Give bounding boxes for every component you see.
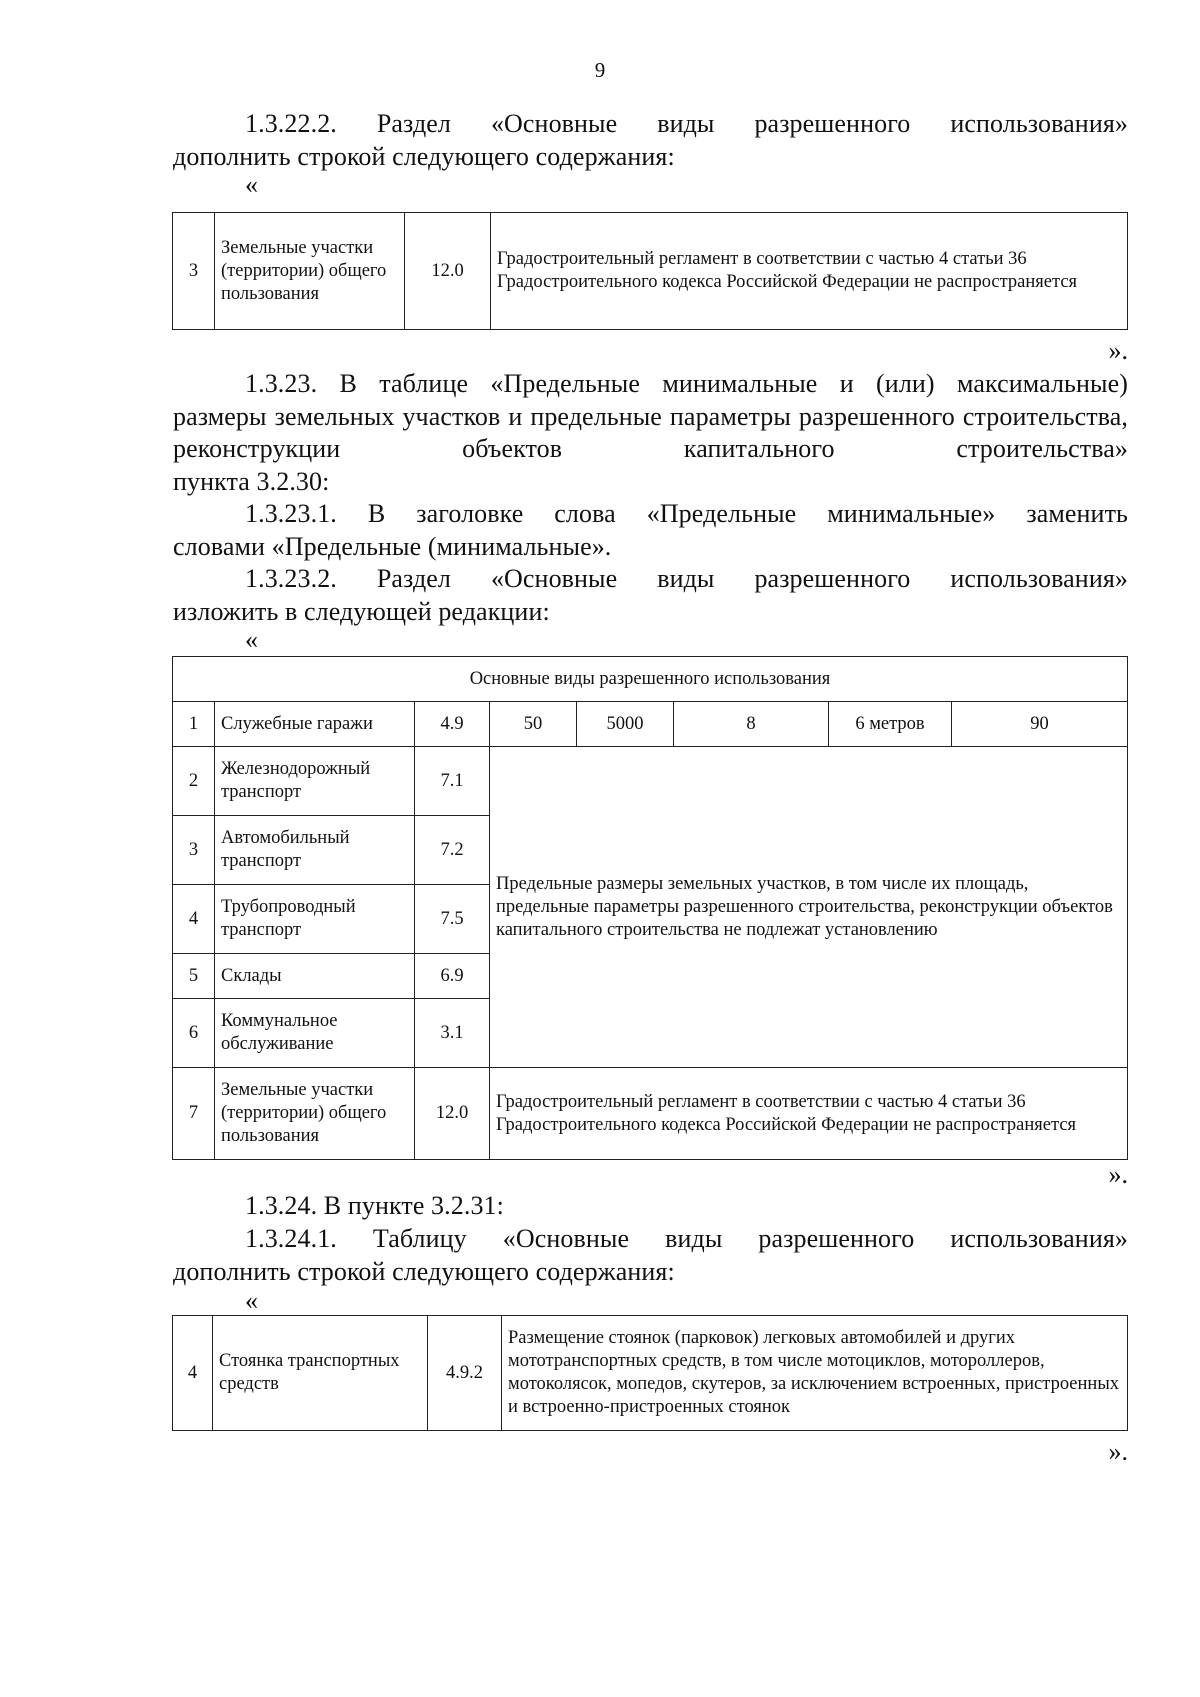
paragraph-1-3-23 xyxy=(173,368,1128,498)
use-type-name: Трубопроводный транспорт xyxy=(215,885,415,954)
paragraph-line: изложить в следующей редакции: xyxy=(173,596,550,626)
param-value: 50 xyxy=(490,702,577,747)
paragraph-line: 1.3.24.1. Таблицу «Основные виды разрешенного использования» xyxy=(245,1224,1128,1253)
row-number: 7 xyxy=(173,1068,215,1160)
open-quote: « xyxy=(245,625,258,654)
paragraph-line: 1.3.23.2. Раздел «Основные виды разрешенного использования» xyxy=(245,564,1128,593)
use-type-description: Градостроительный регламент в соответствии с частью 4 статьи 36 Градостроительного кодекса Российской Федерации не распространяется xyxy=(490,1068,1128,1160)
paragraph-text: размеры земельных участков и предельные параметры разрешенного строительства, реконструкции объектов капитального строительства» xyxy=(173,401,1128,463)
use-type-code: 4.9.2 xyxy=(428,1316,502,1431)
paragraph-line: пункта 3.2.30: xyxy=(173,466,330,496)
paragraph-1-3-22-2 xyxy=(173,108,1128,173)
close-quote: ». xyxy=(1108,1160,1128,1189)
use-type-code: 12.0 xyxy=(405,213,491,330)
use-type-description: Градостроительный регламент в соответствии с частью 4 статьи 36 Градостроительного кодекса Российской Федерации не распространяется xyxy=(491,213,1128,330)
table-3 xyxy=(172,1315,1128,1431)
paragraph-line: дополнить строкой следующего содержания: xyxy=(173,141,675,171)
open-quote: « xyxy=(245,1286,258,1315)
use-type-code: 7.2 xyxy=(415,816,490,885)
close-quote: ». xyxy=(1108,1437,1128,1466)
use-type-code: 7.1 xyxy=(415,747,490,816)
row-number: 6 xyxy=(173,999,215,1068)
table-row xyxy=(173,213,1128,330)
paragraph-1-3-24-1 xyxy=(173,1223,1128,1288)
use-type-name: Железнодорожный транспорт xyxy=(215,747,415,816)
row-number: 3 xyxy=(173,213,215,330)
row-number: 1 xyxy=(173,702,215,747)
use-type-name: Автомобильный транспорт xyxy=(215,816,415,885)
paragraph-line: дополнить строкой следующего содержания: xyxy=(173,1256,675,1286)
table-1 xyxy=(172,212,1128,330)
param-value: 8 xyxy=(674,702,829,747)
use-type-code: 4.9 xyxy=(415,702,490,747)
use-type-name: Земельные участки (территории) общего пользования xyxy=(215,1068,415,1160)
open-quote: « xyxy=(245,170,258,199)
use-type-name: Коммунальное обслуживание xyxy=(215,999,415,1068)
paragraph-1-3-23-2 xyxy=(173,563,1128,628)
row-number: 5 xyxy=(173,954,215,999)
page-number: 9 xyxy=(594,58,606,82)
table-row xyxy=(173,1316,1128,1431)
use-type-name: Стоянка транспортных средств xyxy=(213,1316,428,1431)
table-2 xyxy=(172,656,1128,1160)
paragraph-line: 1.3.22.2. Раздел «Основные виды разрешенного использования» xyxy=(245,109,1128,138)
use-type-description: Размещение стоянок (парковок) легковых автомобилей и других мототранспортных средств, в том числе мотоциклов, мотороллеров, мотоколясок, мопедов, скутеров, за исключением встроенных, пристроенных и встроенно-пристроенных стоянок xyxy=(502,1316,1128,1431)
param-value: 6 метров xyxy=(829,702,952,747)
table-header: Основные виды разрешенного использования xyxy=(173,657,1128,702)
paragraph-1-3-24: 1.3.24. В пункте 3.2.31: xyxy=(245,1191,504,1220)
use-type-name: Земельные участки (территории) общего пользования xyxy=(215,213,405,330)
row-number: 2 xyxy=(173,747,215,816)
use-type-name: Служебные гаражи xyxy=(215,702,415,747)
use-type-name: Склады xyxy=(215,954,415,999)
paragraph-line: 1.3.23.1. В заголовке слова «Предельные минимальные» заменить xyxy=(245,499,1128,528)
param-value: 5000 xyxy=(577,702,674,747)
param-value: 90 xyxy=(952,702,1128,747)
table-row xyxy=(173,1068,1128,1160)
row-number: 4 xyxy=(173,885,215,954)
paragraph-line: 1.3.23. В таблице «Предельные минимальные и (или) максимальные) xyxy=(245,369,1128,398)
paragraph-line: словами «Предельные (минимальные». xyxy=(173,531,612,561)
table-row xyxy=(173,747,1128,816)
table-row xyxy=(173,702,1128,747)
use-type-code: 3.1 xyxy=(415,999,490,1068)
row-number: 3 xyxy=(173,816,215,885)
close-quote: ». xyxy=(1108,336,1128,365)
paragraph-1-3-23-1 xyxy=(173,498,1128,563)
use-type-code: 12.0 xyxy=(415,1068,490,1160)
merged-parameters-note: Предельные размеры земельных участков, в том числе их площадь, предельные параметры разрешенного строительства, реконструкции объектов капитального строительства не подлежат установлению xyxy=(490,747,1128,1068)
table-header-row xyxy=(173,657,1128,702)
use-type-code: 6.9 xyxy=(415,954,490,999)
row-number: 4 xyxy=(173,1316,213,1431)
use-type-code: 7.5 xyxy=(415,885,490,954)
